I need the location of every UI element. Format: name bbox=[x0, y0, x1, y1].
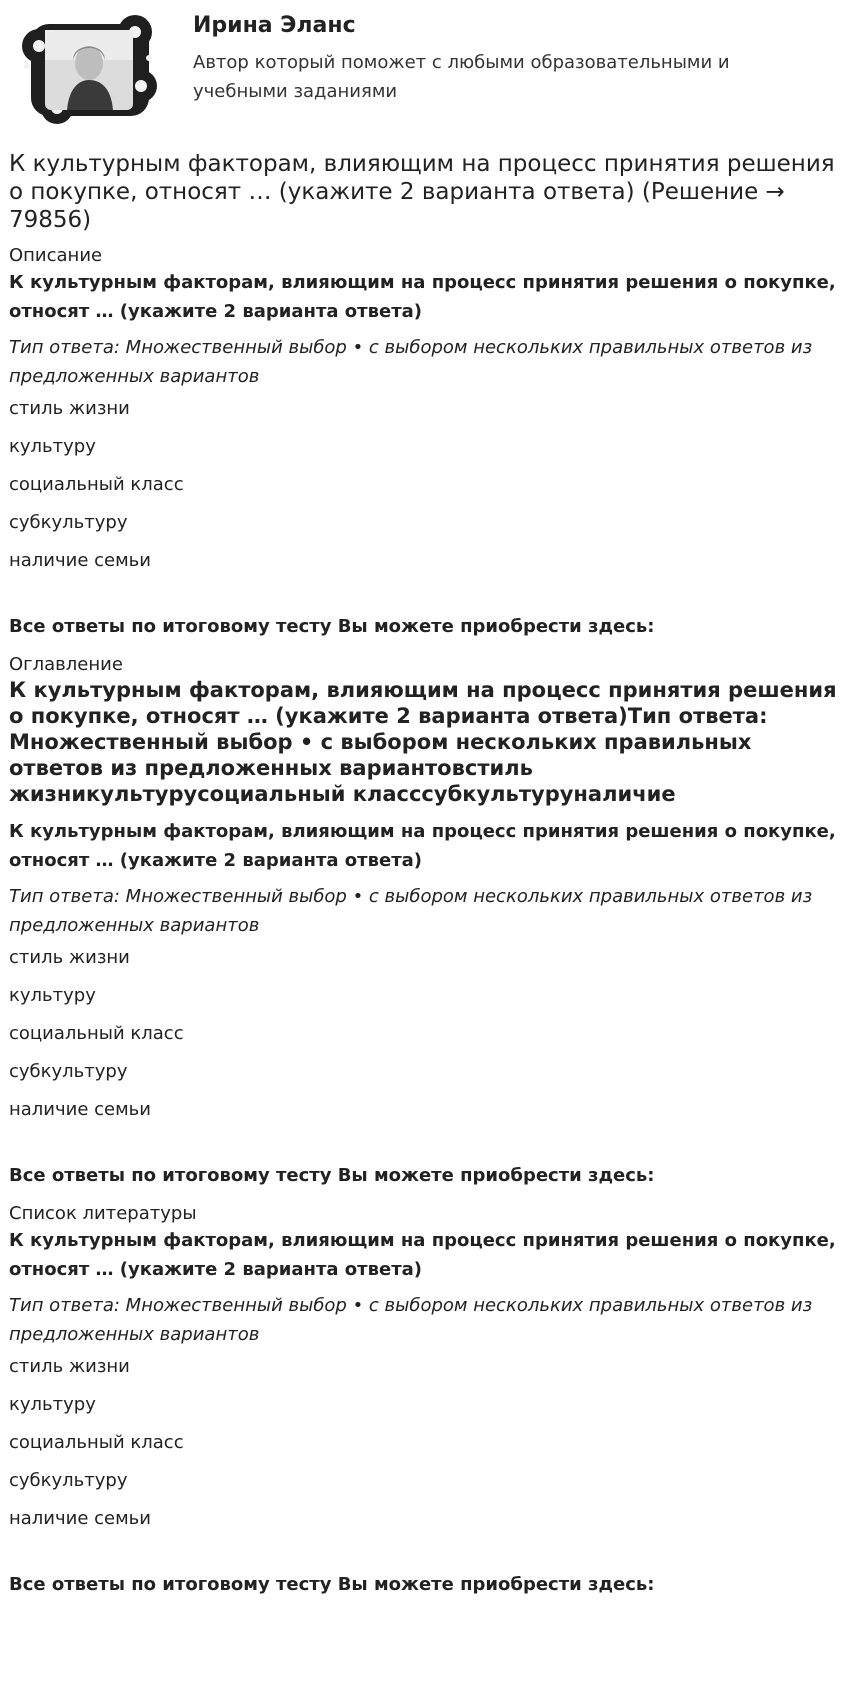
option-item: субкультуру bbox=[9, 1470, 128, 1491]
option-item: социальный класс bbox=[9, 1023, 184, 1044]
buy-text: Все ответы по итоговому тесту Вы можете приобрести здесь: bbox=[9, 616, 655, 637]
options-list bbox=[9, 946, 838, 1122]
options-list bbox=[9, 1355, 838, 1531]
answer-type: Тип ответа: Множественный выбор • с выбором нескольких правильных ответов из предложенных вариантов bbox=[9, 886, 813, 936]
buy-text: Все ответы по итоговому тесту Вы можете приобрести здесь: bbox=[9, 1574, 655, 1595]
section-label-toc: Оглавление bbox=[9, 654, 123, 675]
section-label-description: Описание bbox=[9, 245, 103, 266]
option-item: стиль жизни bbox=[9, 398, 130, 419]
author-avatar bbox=[17, 8, 160, 128]
author-name: Ирина Эланс bbox=[193, 13, 356, 38]
options-list bbox=[9, 397, 838, 573]
option-item: социальный класс bbox=[9, 1432, 184, 1453]
description-section bbox=[9, 244, 838, 639]
page-title: К культурным факторам, влияющим на процесс принятия решения о покупке, относят … (укажите 2 варианта ответа) (Решение → 79856) bbox=[9, 151, 835, 233]
answer-type: Тип ответа: Множественный выбор • с выбором нескольких правильных ответов из предложенных вариантов bbox=[9, 337, 813, 387]
question-text: К культурным факторам, влияющим на процесс принятия решения о покупке, относят … (укажите 2 варианта ответа) bbox=[9, 272, 836, 322]
answer-type: Тип ответа: Множественный выбор • с выбором нескольких правильных ответов из предложенных вариантов bbox=[9, 1295, 813, 1345]
toc-section bbox=[9, 653, 838, 1188]
section-label-references: Список литературы bbox=[9, 1203, 197, 1224]
option-item: социальный класс bbox=[9, 474, 184, 495]
option-item: культуру bbox=[9, 436, 96, 457]
option-item: стиль жизни bbox=[9, 1356, 130, 1377]
option-item: культуру bbox=[9, 985, 96, 1006]
option-item: субкультуру bbox=[9, 512, 128, 533]
question-text: К культурным факторам, влияющим на процесс принятия решения о покупке, относят … (укажите 2 варианта ответа) bbox=[9, 821, 836, 871]
toc-heading: К культурным факторам, влияющим на процесс принятия решения о покупке, относят … (укажите 2 варианта ответа)Тип ответа: Множественный выбор • с выбором нескольких правильных ответов из предложенных вариантовстиль жизникультурусоциальный класссубкультуруналичие bbox=[9, 678, 837, 806]
option-item: субкультуру bbox=[9, 1061, 128, 1082]
option-item: наличие семьи bbox=[9, 1508, 151, 1529]
question-text: К культурным факторам, влияющим на процесс принятия решения о покупке, относят … (укажите 2 варианта ответа) bbox=[9, 1230, 836, 1280]
option-item: стиль жизни bbox=[9, 947, 130, 968]
references-section bbox=[9, 1202, 838, 1597]
option-item: наличие семьи bbox=[9, 550, 151, 571]
option-item: наличие семьи bbox=[9, 1099, 151, 1120]
option-item: культуру bbox=[9, 1394, 96, 1415]
author-description: Автор который поможет с любыми образовательными и учебными заданиями bbox=[193, 52, 730, 102]
buy-text: Все ответы по итоговому тесту Вы можете приобрести здесь: bbox=[9, 1165, 655, 1186]
author-header bbox=[9, 0, 838, 135]
